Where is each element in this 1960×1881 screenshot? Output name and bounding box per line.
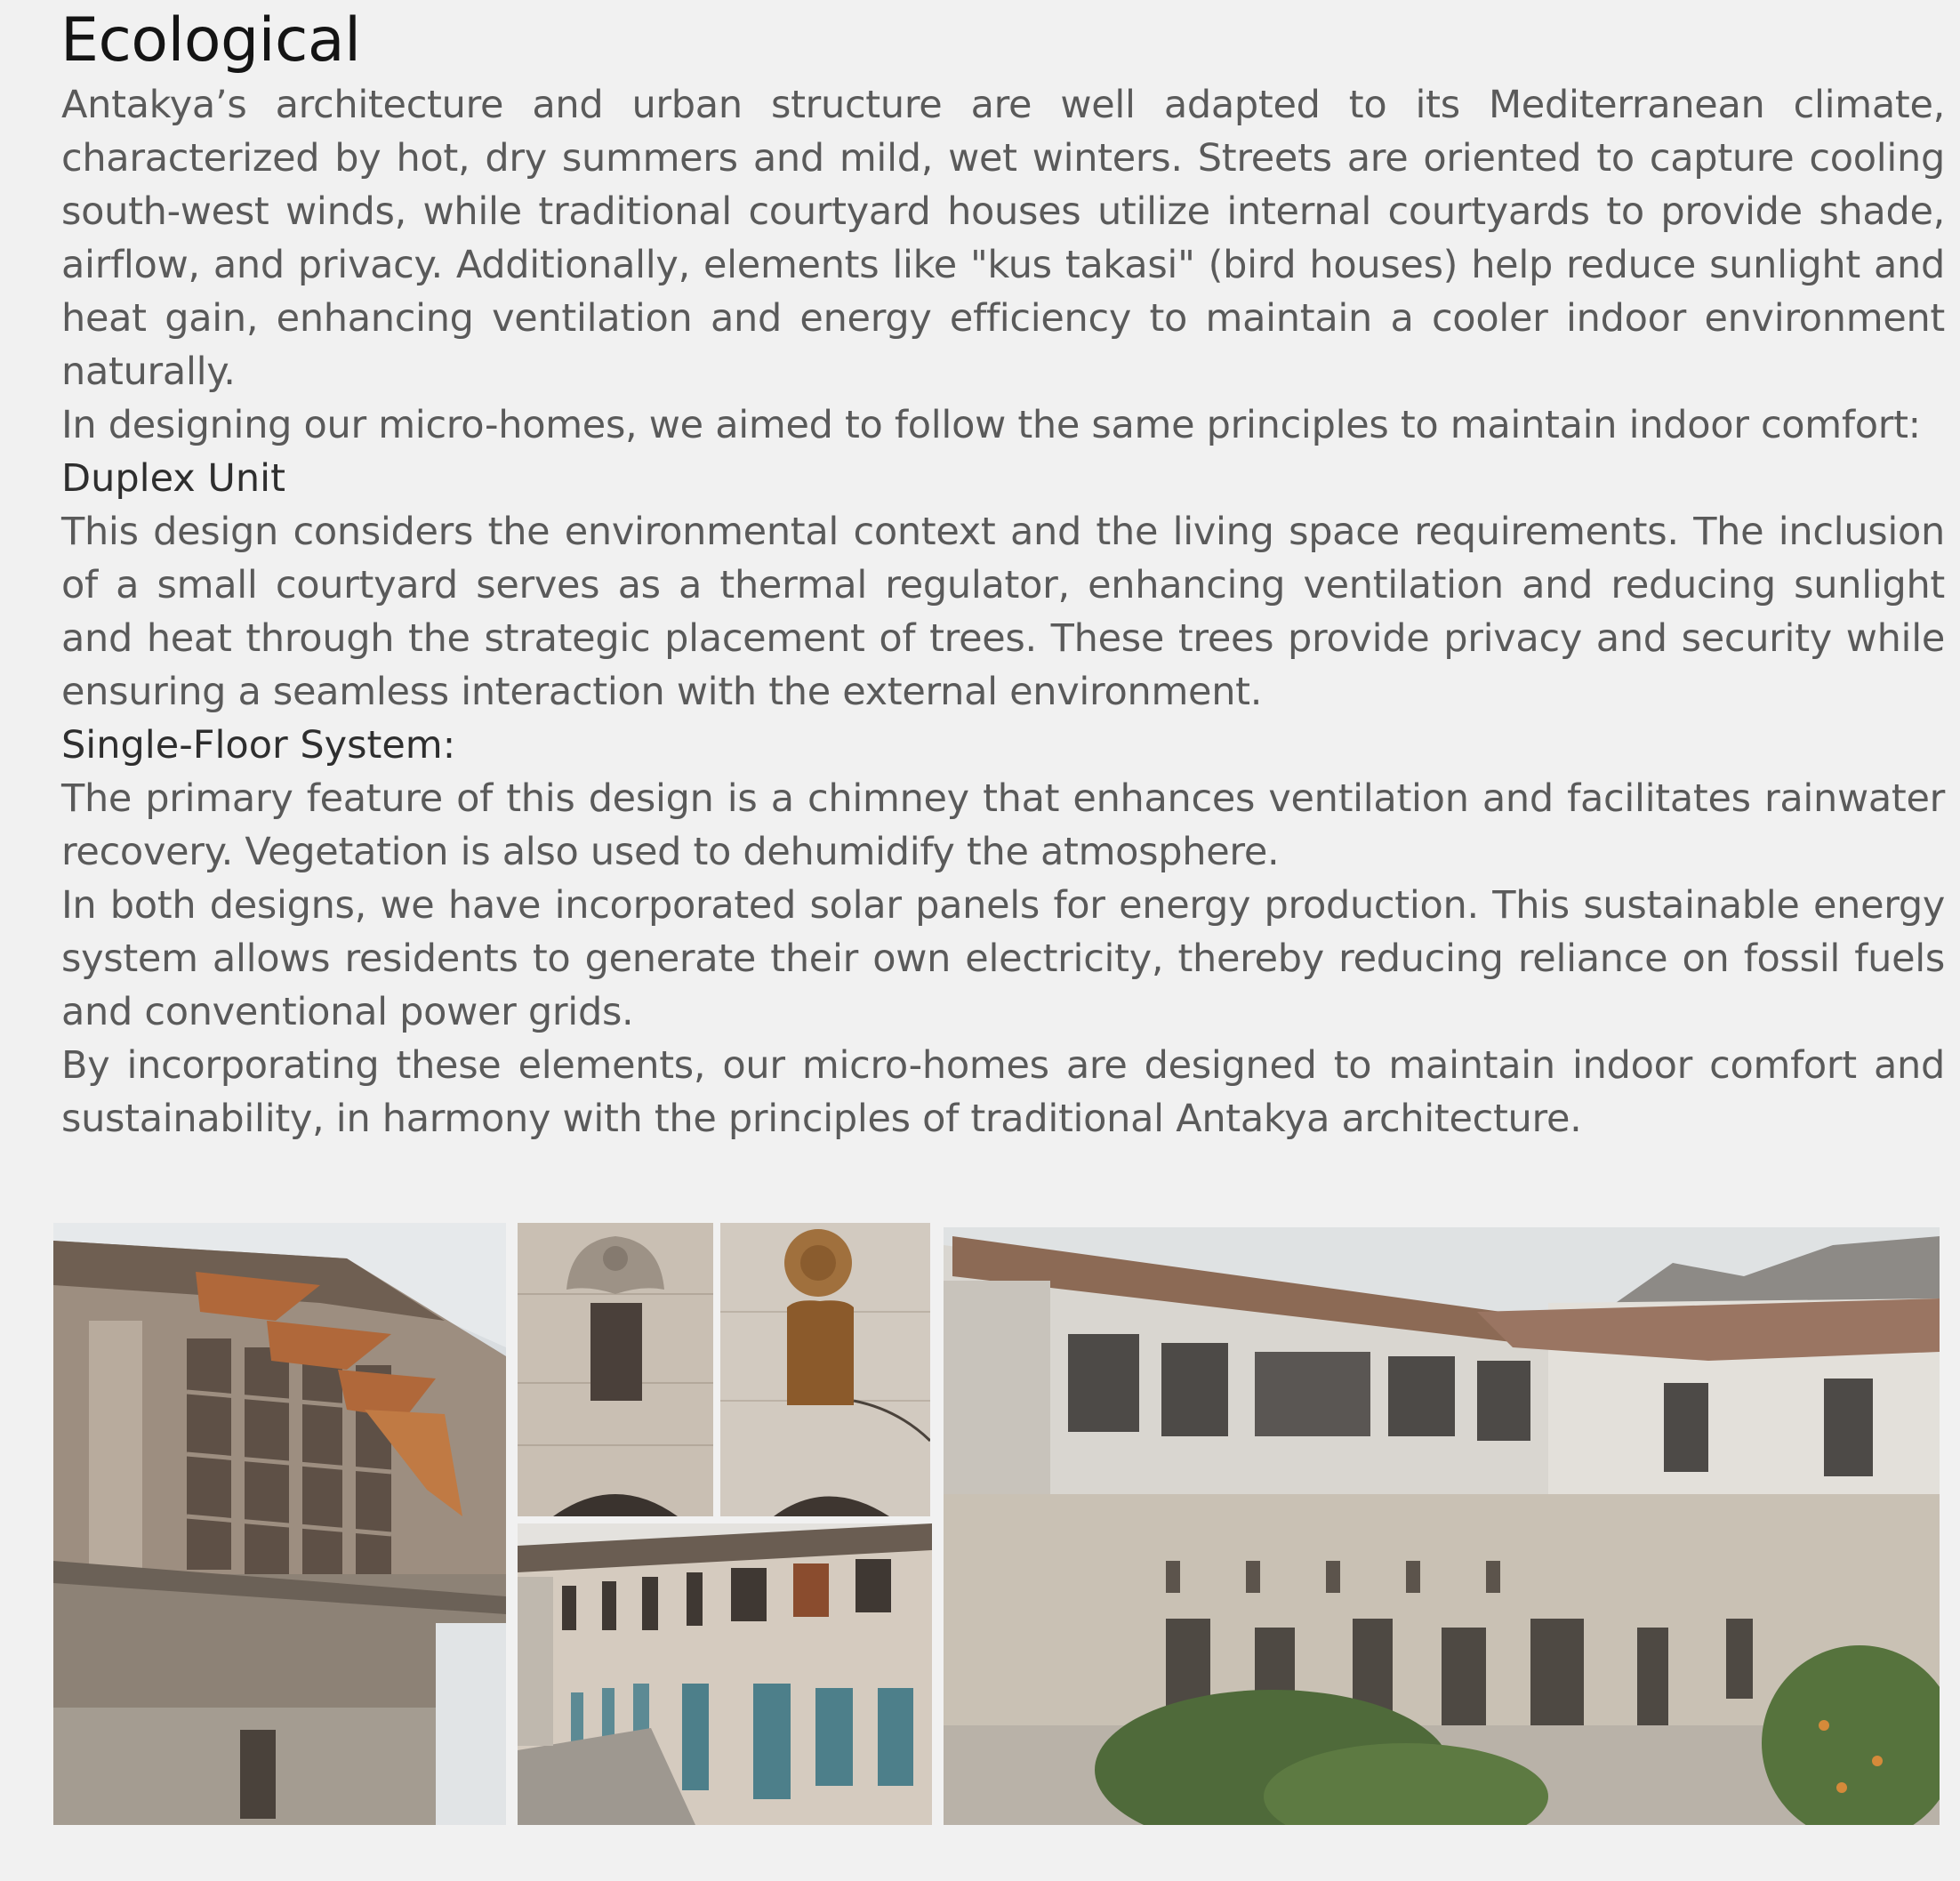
- design-aim-paragraph: In designing our micro-homes, we aimed to follow the same principles to maintain indoor comfort:: [61, 403, 1921, 447]
- single-floor-paragraph: The primary feature of this design is a chimney that enhances ventilation and facilitates rainwater recovery. Vegetation is also used to dehumidify the atmosphere.: [61, 776, 1945, 874]
- photo-stone-window-1: [518, 1223, 713, 1516]
- photo-courtyard-house: [944, 1227, 1940, 1825]
- photo-wooden-house: [53, 1223, 506, 1825]
- photo-courtyard-facade: [518, 1523, 932, 1825]
- body-text: [61, 78, 1945, 1145]
- single-floor-heading: Single-Floor System:: [61, 723, 456, 768]
- duplex-heading: Duplex Unit: [61, 456, 285, 501]
- page-title: Ecological: [60, 5, 361, 76]
- intro-paragraph: Antakya’s architecture and urban structure are well adapted to its Mediterranean climate, characterized by hot, dry summers and mild, wet winters. Streets are oriented to capture cooling south-west winds, while traditional courtyard houses utilize internal courtyards to provide shade, airflow, and privacy. Additionally, elements like "kus takasi" (bird houses) help reduce sunlight and heat gain, enhancing ventilation and energy efficiency to maintain a cooler indoor environment naturally.: [61, 83, 1945, 394]
- conclusion-paragraph: By incorporating these elements, our micro-homes are designed to maintain indoor comfort and sustainability, in harmony with the principles of traditional Antakya architecture.: [61, 1043, 1945, 1141]
- solar-paragraph: In both designs, we have incorporated solar panels for energy production. This sustainable energy system allows residents to generate their own electricity, thereby reducing reliance on fossil fuels and conventional power grids.: [61, 883, 1945, 1034]
- photo-stone-window-2: [720, 1223, 930, 1516]
- duplex-paragraph: This design considers the environmental context and the living space requirements. The inclusion of a small courtyard serves as a thermal regulator, enhancing ventilation and reducing sunlight and heat through the strategic placement of trees. These trees provide privacy and security while ensuring a seamless interaction with the external environment.: [61, 510, 1945, 714]
